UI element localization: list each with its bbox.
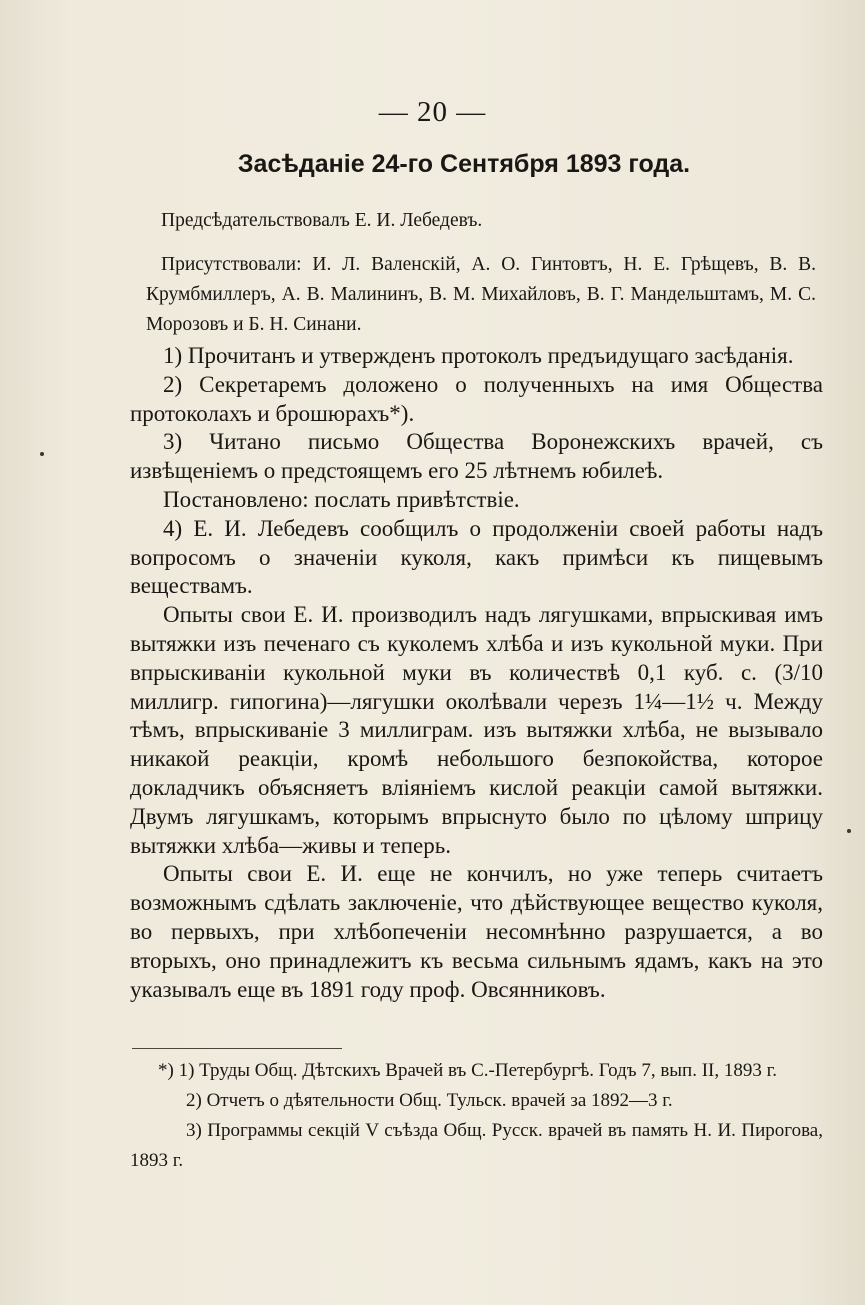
item-1-paragraph: 1) Прочитанъ и утвержденъ протоколъ предъидущаго засѣданія.	[163, 343, 794, 368]
item-2-paragraph: 2) Секретаремъ доложено о полученныхъ на имя Общества протоколахъ и брошюрахъ*).	[130, 371, 823, 426]
footnote-3: 3) Программы секцій V съѣзда Общ. Русск. врачей въ память Н. И. Пирогова, 1893 г.	[130, 1120, 823, 1171]
meeting-title: Засѣданіе 24-го Сентября 1893 года.	[237, 150, 691, 178]
footnote-2: 2) Отчетъ о дѣятельности Общ. Тульск. врачей за 1892—3 г.	[186, 1090, 673, 1111]
print-speck	[40, 452, 44, 456]
minutes-body	[130, 342, 823, 1004]
conclusion-paragraph: Опыты свои Е. И. еще не кончилъ, но уже теперь считаетъ возможнымъ сдѣлать заключеніе, что дѣйствующее вещество куколя, во первыхъ, при хлѣбопеченіи несомнѣнно разрушается, а во вторыхъ, оно принадлежитъ къ весьма сильнымъ ядамъ, какъ на это указывалъ еще въ 1891 году проф. Овсянниковъ.	[130, 861, 823, 1002]
print-speck	[847, 829, 851, 833]
experiments-paragraph: Опыты свои Е. И. производилъ надъ лягушками, впрыскивая имъ вытяжки изъ печенаго съ куколемъ хлѣба и изъ кукольной муки. При впрыскиваніи кукольной муки въ количествѣ 0,1 куб. с. (3/10 миллигр. гипогина)—лягушки околѣвали черезъ 1¼—1½ ч. Между тѣмъ, впрыскиваніе 3 миллиграм. изъ вытяжки хлѣба, не вызывало никакой реакціи, кромѣ небольшого безпокойства, которое докладчикъ объясняетъ вліяніемъ кислой реакціи самой вытяжки. Двумъ лягушкамъ, которымъ впрыснуто было по цѣлому шприцу вытяжки хлѣба—живы и теперь.	[130, 602, 823, 858]
footnote-divider	[132, 1048, 342, 1049]
chairman-line: Предсѣдательствовалъ Е. И. Лебедевъ.	[161, 210, 483, 231]
item-3-paragraph: 3) Читано письмо Общества Воронежскихъ врачей, съ извѣщеніемъ о предстоящемъ его 25 лѣтнемъ юбилеѣ.	[130, 429, 823, 484]
resolution-paragraph: Постановлено: послать привѣтствіе.	[163, 486, 520, 512]
footnotes	[130, 1056, 823, 1176]
attendees-paragraph: Присутствовали: И. Л. Валенскій, А. О. Гинтовтъ, Н. Е. Грѣщевъ, В. В. Крумбмиллеръ, А. В. Малининъ, В. М. Михайловъ, В. Г. Мандельштамъ, М. С. Морозовъ и Б. Н. Синани.	[146, 254, 816, 335]
footnote-1: *) 1) Труды Общ. Дѣтскихъ Врачей въ С.-Петербургѣ. Годъ 7, вып. II, 1893 г.	[158, 1060, 778, 1081]
page-number: — 20 —	[378, 96, 487, 128]
item-4-paragraph: 4) Е. И. Лебедевъ сообщилъ о продолженіи своей работы надъ вопросомъ о значеніи куколя, какъ примѣси къ пищевымъ веществамъ.	[130, 515, 823, 599]
